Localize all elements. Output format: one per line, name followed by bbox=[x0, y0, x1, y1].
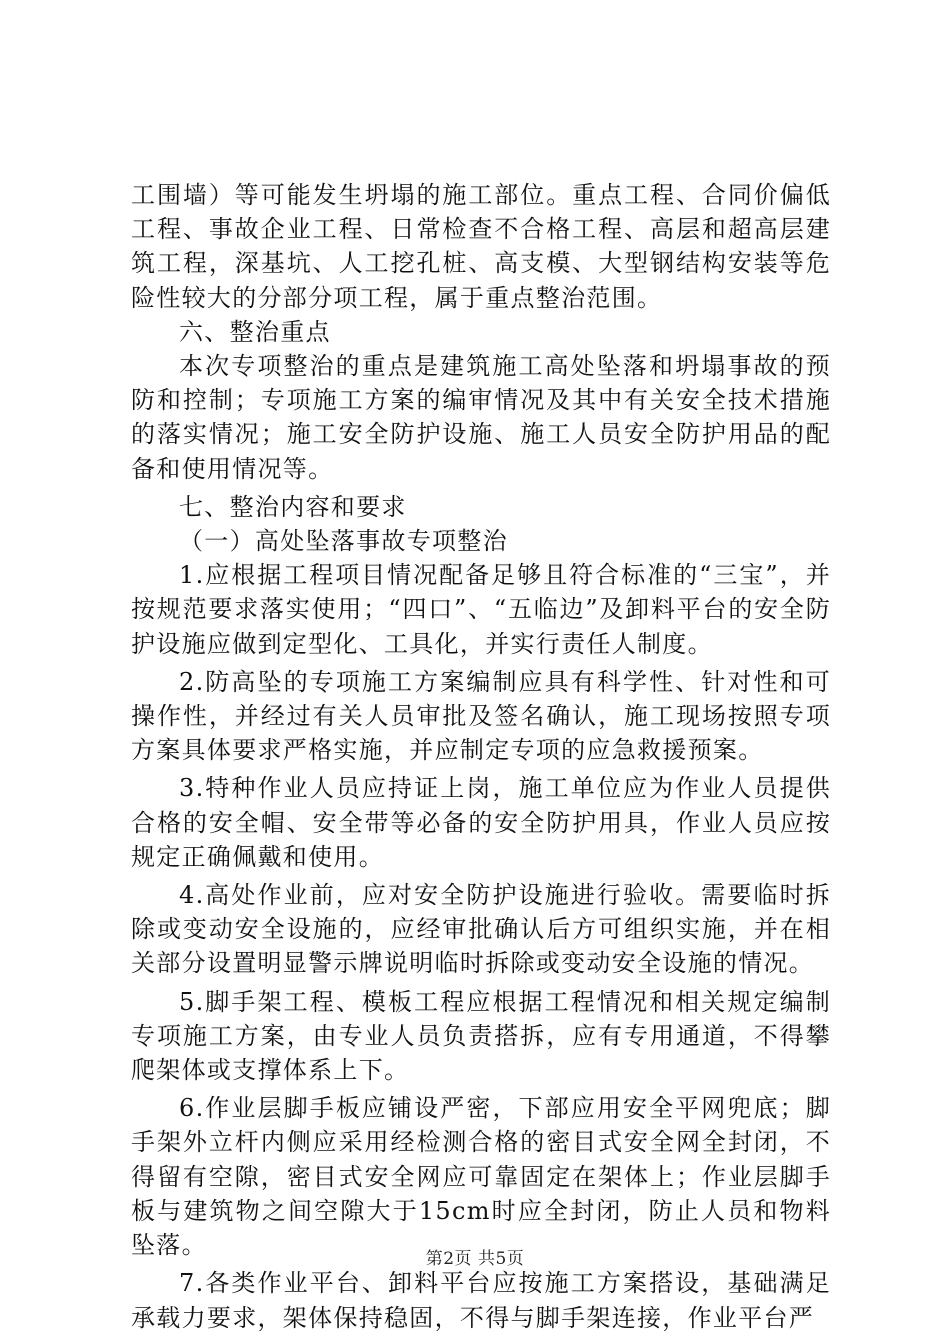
paragraph-continuation: 工围墙）等可能发生坍塌的施工部位。重点工程、合同价偏低工程、事故企业工程、日常检查不合格工程、高层和超高层建筑工程，深基坑、人工挖孔桩、高支模、大型钢结构安装等危险性较大的分部分项工程，属于重点整治范围。 bbox=[131, 181, 831, 312]
list-item-2: 2.防高坠的专项施工方案编制应具有科学性、针对性和可操作性，并经过有关人员审批及签名确认，施工现场按照专项方案具体要求严格实施，并应制定专项的应急救援预案。 bbox=[131, 667, 831, 765]
document-body bbox=[131, 178, 831, 1335]
section-heading-seven: 七、整治内容和要求 bbox=[179, 492, 407, 521]
list-item-6: 6.作业层脚手板应铺设严密，下部应用安全平网兜底；脚手架外立杆内侧应采用经检测合格的密目式安全网全封闭，不得留有空隙，密目式安全网应可靠固定在架体上；作业层脚手板与建筑物之间空隙大于15cm时应全封闭，防止人员和物料坠落。 bbox=[131, 1094, 831, 1260]
subsection-heading-one: （一）高处坠落事故专项整治 bbox=[179, 527, 508, 556]
list-item-3: 3.特种作业人员应持证上岗，施工单位应为作业人员提供合格的安全帽、安全带等必备的安全防护用具，作业人员应按规定正确佩戴和使用。 bbox=[131, 774, 831, 871]
list-item-7: 7.各类作业平台、卸料平台应按施工方案搭设，基础满足承载力要求，架体保持稳固，不得与脚手架连接，作业平台严 bbox=[131, 1269, 831, 1332]
section-heading-six: 六、整治重点 bbox=[179, 317, 331, 346]
list-item-1: 1.应根据工程项目情况配备足够且符合标准的“三宝”，并按规范要求落实使用；“四口”、“五临边”及卸料平台的安全防护设施应做到定型化、工具化，并实行责任人制度。 bbox=[131, 561, 831, 658]
paragraph-rectification-focus: 本次专项整治的重点是建筑施工高处坠落和坍塌事故的预防和控制；专项施工方案的编审情况及其中有关安全技术措施的落实情况；施工安全防护设施、施工人员安全防护用品的配备和使用情况等。 bbox=[131, 352, 831, 483]
list-item-5: 5.脚手架工程、模板工程应根据工程情况和相关规定编制专项施工方案，由专业人员负责搭拆，应有专用通道，不得攀爬架体或支撑体系上下。 bbox=[131, 987, 831, 1085]
page-number-footer: 第2页 共5页 bbox=[425, 1249, 525, 1269]
list-item-4: 4.高处作业前，应对安全防护设施进行验收。需要临时拆除或变动安全设施的，应经审批确认后方可组织实施，并在相关部分设置明显警示牌说明临时拆除或变动安全设施的情况。 bbox=[131, 881, 831, 978]
